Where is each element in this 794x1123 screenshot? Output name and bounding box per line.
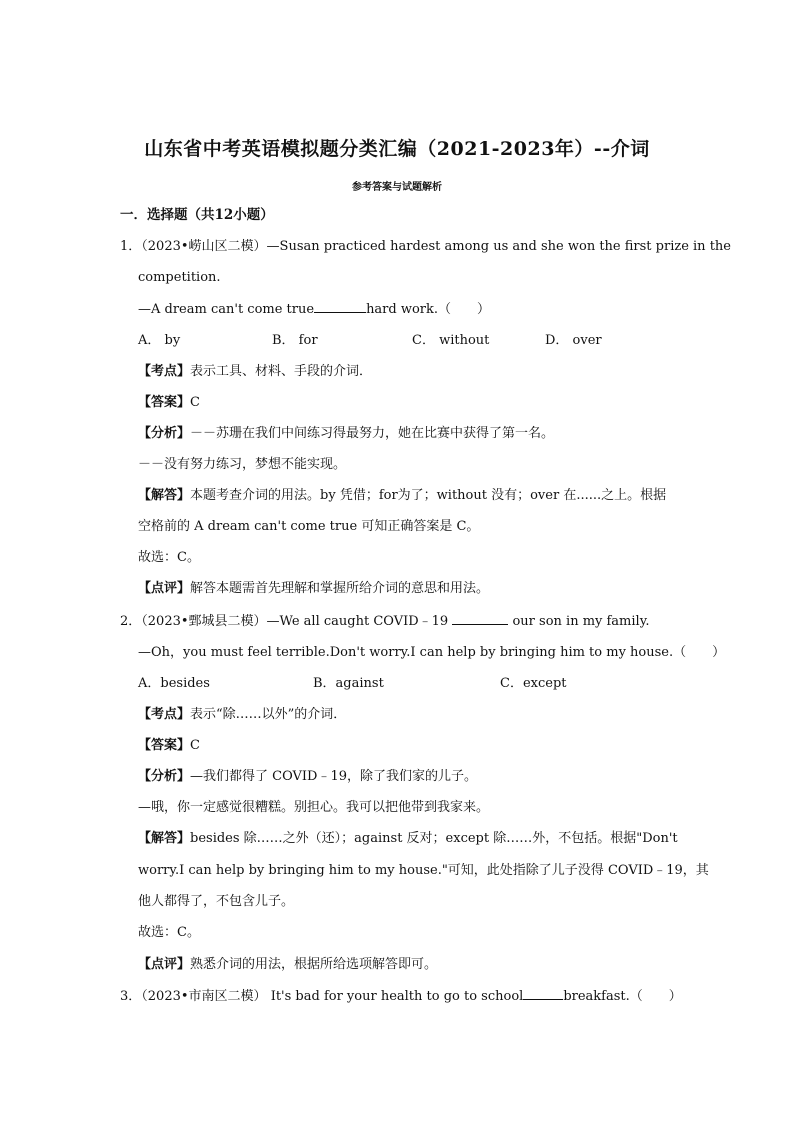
q1-answer — [138, 394, 200, 412]
q2-answer — [138, 737, 200, 755]
question-1-stem-cont: competition. — [138, 270, 221, 285]
section-heading: 一．选择题（共12小题） — [120, 207, 274, 223]
answer-blank — [452, 612, 508, 625]
question-1-stem — [120, 238, 731, 256]
answer-blank — [523, 987, 563, 1000]
question-text: our son in my family. — [512, 614, 650, 629]
q1-solution-cont: 空格前的 A dream can't come true 可知正确答案是 C。 — [138, 519, 480, 534]
label-tag: 【答案】 — [138, 395, 191, 410]
q1-analysis-cont: －－没有努力练习，梦想不能实现。 — [138, 457, 347, 472]
label-tag: 【点评】 — [138, 957, 191, 972]
label-tag: 【解答】 — [138, 488, 191, 503]
q2-solution-cont2: 他人都得了，不包含儿子。 — [138, 894, 295, 909]
answer-blank — [314, 300, 366, 313]
dialog-text: —A dream can't come true — [138, 302, 315, 317]
option-b: B．against — [313, 676, 384, 691]
option-c: C．except — [500, 676, 567, 691]
label-tag: 【点评】 — [138, 581, 191, 596]
q1-analysis — [138, 425, 554, 443]
label-text: 熟悉介词的用法，根据所给选项解答即可。 — [190, 957, 438, 972]
question-text: It's bad for your health to go to school — [270, 989, 524, 1004]
q2-kaodian — [138, 706, 346, 724]
question-number: 2． — [120, 614, 142, 629]
question-source: （2023•崂山区二模） — [141, 239, 267, 254]
question-2-stem — [120, 612, 649, 631]
q2-solution-cont: worry.I can help by bringing him to my house."可知，此处指除了儿子没得 COVID﹣19，其 — [138, 863, 709, 878]
label-tag: 【考点】 — [138, 364, 191, 379]
option-c: C． without — [412, 333, 490, 348]
q2-comment — [138, 956, 437, 974]
label-text: 本题考查介词的用法。by 凭借；for为了；without 没有；over 在......之上。根据 — [190, 488, 667, 503]
label-text: —我们都得了 COVID﹣19，除了我们家的儿子。 — [190, 769, 478, 784]
document-title: 山东省中考英语模拟题分类汇编（2021-2023年）--介词 — [144, 138, 650, 160]
option-d: D． over — [545, 333, 602, 348]
q1-comment — [138, 580, 489, 598]
label-tag: 【考点】 — [138, 707, 191, 722]
question-number: 1． — [120, 239, 142, 254]
q2-choice: 故选：C。 — [138, 925, 200, 940]
option-a: A． by — [138, 333, 181, 348]
q2-analysis — [138, 768, 477, 786]
label-text: 解答本题需首先理解和掌握所给介词的意思和用法。 — [190, 581, 490, 596]
question-1-dialog — [138, 300, 490, 319]
document-subtitle: 参考答案与试题解析 — [352, 182, 442, 193]
q1-solution — [138, 487, 666, 505]
question-source: （2023•市南区二模） — [141, 989, 267, 1004]
label-text: C — [190, 395, 200, 410]
dialog-text: hard work.（ ） — [366, 302, 491, 317]
question-2-dialog: —Oh，you must feel terrible.Don't worry.I can help by bringing him to my house.（ ） — [138, 645, 726, 660]
q2-solution — [138, 830, 678, 848]
option-a: A．besides — [138, 676, 210, 691]
question-text: breakfast.（ ） — [563, 989, 682, 1004]
label-tag: 【分析】 — [138, 426, 191, 441]
label-text: －－苏珊在我们中间练习得最努力，她在比赛中获得了第一名。 — [190, 426, 555, 441]
label-text: besides 除……之外（还）；against 反对；except 除……外，不包括。根据"Don't — [190, 831, 678, 846]
question-source: （2023•鄄城县二模） — [141, 614, 267, 629]
question-text: —We all caught COVID﹣19 — [266, 614, 449, 629]
label-tag: 【答案】 — [138, 738, 191, 753]
q2-analysis-cont: —哦，你一定感觉很糟糕。别担心。我可以把他带到我家来。 — [138, 800, 490, 815]
label-text: 表示“除……以外”的介词． — [190, 707, 347, 722]
option-b: B． for — [272, 333, 318, 348]
label-text: 表示工具、材料、手段的介词． — [190, 364, 373, 379]
question-number: 3． — [120, 989, 142, 1004]
label-tag: 【分析】 — [138, 769, 191, 784]
label-text: C — [190, 738, 200, 753]
question-text: —Susan practiced hardest among us and she won the first prize in the — [266, 239, 731, 254]
question-3-stem — [120, 987, 682, 1006]
label-tag: 【解答】 — [138, 831, 191, 846]
q1-kaodian — [138, 363, 372, 381]
q1-choice: 故选：C。 — [138, 550, 200, 565]
